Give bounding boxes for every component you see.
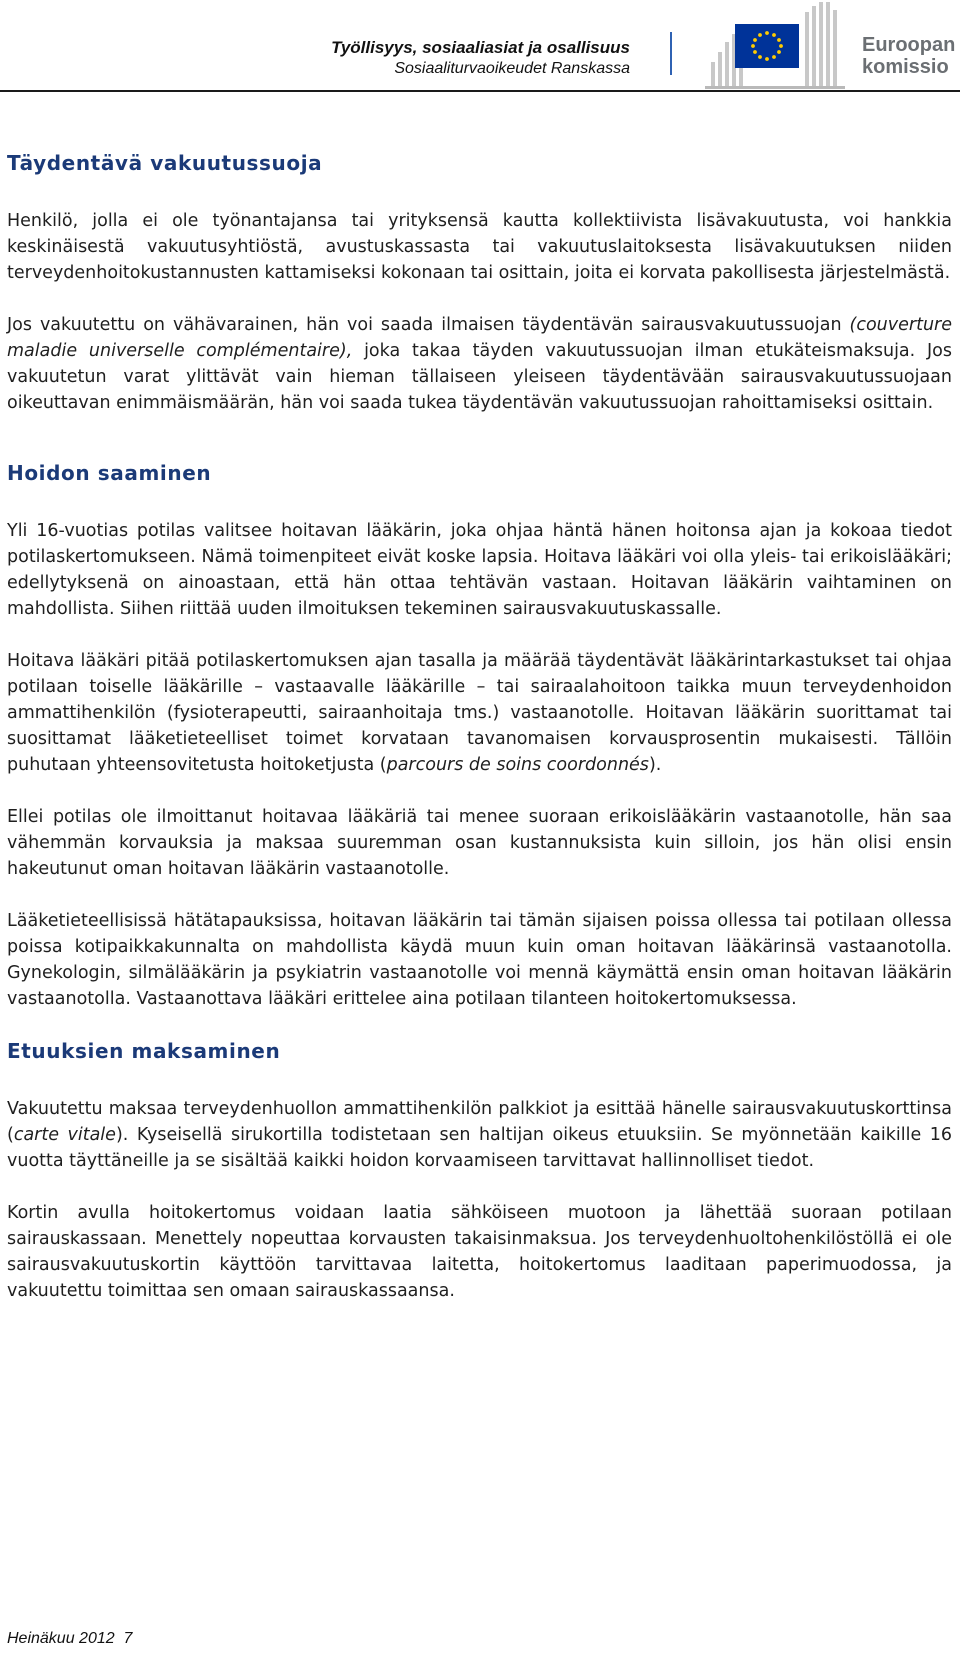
european-commission-logo-text <box>862 34 955 78</box>
footer-date: Heinäkuu 2012 <box>7 1630 115 1647</box>
paragraph: Jos vakuutettu on vähävarainen, hän voi saada ilmaisen täydentävän sairausvakuutussuojan (couverture maladie universelle complémentaire), joka takaa täyden vakuutussuojan ilman etukäteismaksuja. Jos vakuutetun varat ylittävät vain hieman tällaiseen yleiseen täydentävään sairausvakuutussuojaan oikeuttavan enimmäismäärän, hän voi saada tukea täydentävän vakuutussuojan rahoittamiseksi osittain. <box>7 315 953 413</box>
page-number: 7 <box>123 1630 133 1647</box>
eu-flag <box>735 24 799 68</box>
european-commission-building-logo-icon <box>705 2 845 90</box>
header-subtitle: Sosiaaliturvaoikeudet Ranskassa <box>394 60 630 77</box>
paragraph: Kortin avulla hoitokertomus voidaan laatia sähköiseen muotoon ja lähettää suoraan potilaan sairauskassaan. Menettely nopeuttaa korvausten takaisinmaksua. Jos terveydenhuoltohenkilöstöllä ei ole sairausvakuutuskortin käyttöön tarvittavaa laitetta, hoitokertomus laaditaan paperimuodossa, ja vakuutettu toimittaa sen omaan sairauskassaansa. <box>7 1203 952 1301</box>
section-heading-payment-of-benefits: Etuuksien maksaminen <box>7 1039 281 1063</box>
section-heading-supplementary-insurance: Täydentävä vakuutussuoja <box>7 151 323 175</box>
document-header <box>331 37 630 79</box>
header-rule <box>0 90 960 92</box>
logo-line-2: komissio <box>862 56 949 78</box>
page-footer <box>7 1630 132 1648</box>
document-body <box>7 150 952 1304</box>
header-title: Työllisyys, sosiaaliasiat ja osallisuus <box>331 38 630 57</box>
paragraph: Hoitava lääkäri pitää potilaskertomuksen ajan tasalla ja määrää täydentävät lääkärintarkastukset tai ohjaa potilaan toiselle lääkärille – vastaavalle lääkärille – tai sairaalahoitoon taikka muun terveydenhoidon ammattihenkilön (fysioterapeutti, sairaanhoitaja tms.) vastaanotolle. Hoitavan lääkärin suorittamat tai suosittamat lääketieteelliset toimet korvataan tavanomaisen korvausprosentin mukaisesti. Tällöin puhutaan yhteensovitetusta hoitoketjusta (parcours de soins coordonnés). <box>7 651 952 775</box>
header-divider <box>670 32 672 75</box>
paragraph: Yli 16-vuotias potilas valitsee hoitavan lääkärin, joka ohjaa häntä hänen hoitonsa ajan ja kokoaa tiedot potilaskertomukseen. Nämä toimenpiteet eivät koske lapsia. Hoitava lääkäri voi olla yleis- tai erikoislääkäri; edellytyksenä on ainoastaan, että hän ottaa tehtävän vastaan. Hoitavan lääkärin vaihtaminen on mahdollista. Siihen riittää uuden ilmoituksen tekeminen sairausvakuutuskassalle. <box>7 521 952 619</box>
paragraph: Ellei potilas ole ilmoittanut hoitavaa lääkäriä tai menee suoraan erikoislääkärin vastaanotolle, hän saa vähemmän korvauksia ja maksaa suuremman osan kustannuksista kuin silloin, jos hän olisi ensin hakeutunut oman hoitavan lääkärin vastaanotolle. <box>7 807 952 879</box>
section-heading-access-to-care: Hoidon saaminen <box>7 461 212 485</box>
logo-line-1: Euroopan <box>862 34 956 56</box>
paragraph: Vakuutettu maksaa terveydenhuollon ammattihenkilön palkkiot ja esittää hänelle sairausvakuutuskorttinsa (carte vitale). Kyseisellä sirukortilla todistetaan sen haltijan oikeus etuuksiin. Se myönnetään kaikille 16 vuotta täyttäneille ja se sisältää kaikki hoidon korvaamiseen tarvittavat hallinnolliset tiedot. <box>7 1099 952 1171</box>
paragraph: Henkilö, jolla ei ole työnantajansa tai yrityksensä kautta kollektiivista lisävakuutusta, voi hankkia keskinäisestä vakuutusyhtiöstä, avustuskassasta tai vakuutuslaitoksesta lisävakuutuksen niiden terveydenhoitokustannusten kattamiseksi kokonaan tai osittain, joita ei korvata pakollisesta järjestelmästä. <box>7 211 952 283</box>
paragraph: Lääketieteellisissä hätätapauksissa, hoitavan lääkärin tai tämän sijaisen poissa ollessa tai potilaan ollessa poissa kotipaikkakunnalta on mahdollista käydä muun kuin oman hoitavan lääkärinsä vastaanotolla. Gynekologin, silmälääkärin ja psykiatrin vastaanotolle voi mennä käymättä ensin oman hoitavan lääkärin vastaanotolla. Vastaanottava lääkäri erittelee aina potilaan tilanteen hoitokertomuksessa. <box>7 911 952 1009</box>
